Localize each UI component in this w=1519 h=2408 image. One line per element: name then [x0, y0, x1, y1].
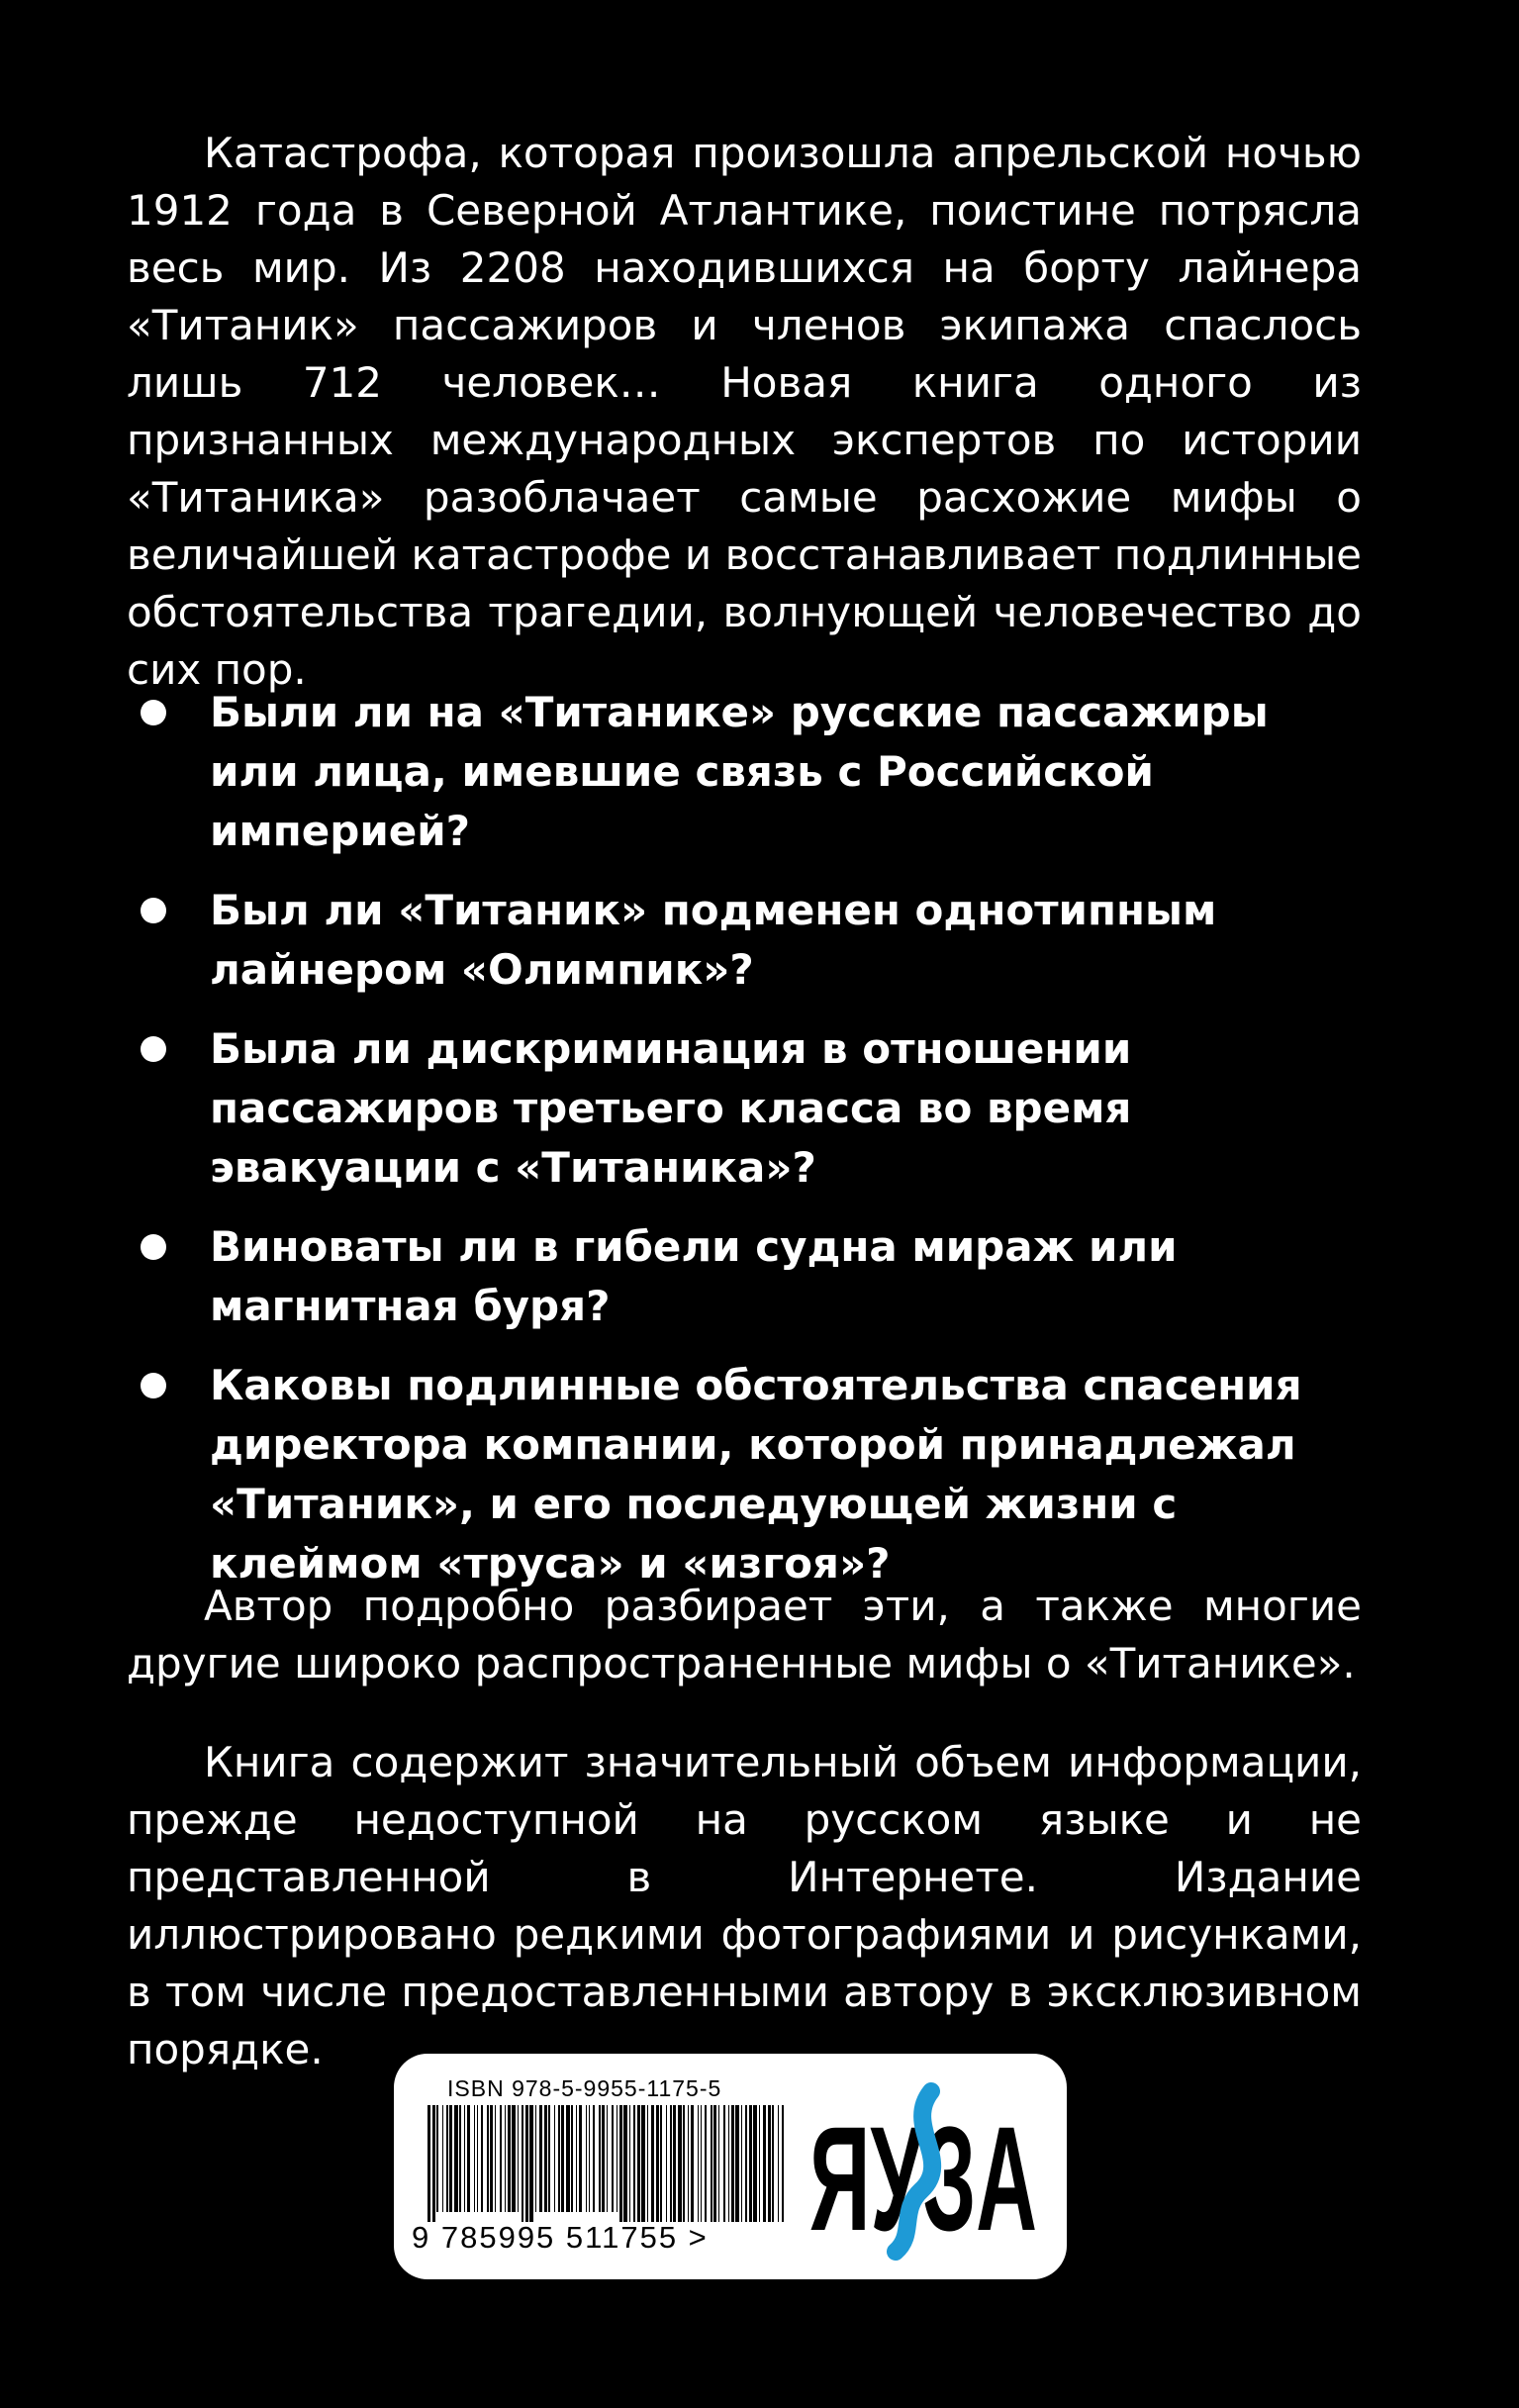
- barcode-bar: [529, 2105, 533, 2222]
- barcode-bar: [481, 2105, 483, 2212]
- isbn-label: ISBN 978-5-9955-1175-5: [447, 2075, 722, 2101]
- barcode-panel: [394, 2054, 1067, 2279]
- barcode-bar: [525, 2105, 528, 2222]
- barcode-digits: 9 785995 511755 >: [412, 2220, 709, 2255]
- question-list: [127, 683, 1362, 1613]
- barcode-bar: [449, 2105, 452, 2212]
- barcode-bar: [522, 2105, 523, 2222]
- barcode-bar: [763, 2105, 766, 2222]
- barcode-bar: [508, 2105, 511, 2212]
- barcode-bar: [554, 2105, 555, 2212]
- barcode-bars: [424, 2105, 790, 2224]
- barcode-bar: [728, 2105, 729, 2222]
- barcode-bar: [731, 2105, 734, 2222]
- barcode-bar: [629, 2105, 630, 2222]
- bullet-icon: [141, 700, 166, 725]
- barcode-bar: [673, 2105, 676, 2222]
- barcode-bar: [427, 2105, 430, 2222]
- barcode-bar: [602, 2105, 605, 2212]
- barcode-bar: [759, 2105, 760, 2222]
- barcode-bar: [768, 2105, 771, 2222]
- barcode-bar: [436, 2105, 438, 2212]
- barcode-bar: [670, 2105, 672, 2222]
- bullet-icon: [141, 1373, 166, 1398]
- barcode-bar: [778, 2105, 779, 2222]
- barcode-bar: [735, 2105, 739, 2222]
- barcode-bar: [593, 2105, 595, 2212]
- barcode-bar: [619, 2105, 622, 2222]
- barcode-bar: [518, 2105, 519, 2212]
- question-text: Были ли на «Титанике» русские пассажиры или лица, имевшие связь с Российской империей?: [210, 688, 1269, 855]
- barcode-bar: [647, 2105, 648, 2222]
- barcode-bar: [666, 2105, 667, 2222]
- barcode-bar: [586, 2105, 587, 2212]
- book-paragraph: Книга содержит значительный объем информации, прежде недоступной на русском языке и не представленной в Интернете. Издание иллюстрировано редкими фотографиями и рисунками, в том числе предоставленными автору в эксклюзивном порядке.: [127, 1738, 1362, 2073]
- question-text: Был ли «Титаник» подменен однотипным лайнером «Олимпик»?: [210, 886, 1217, 994]
- barcode-bar: [432, 2105, 435, 2222]
- question-text: Каковы подлинные обстоятельства спасения директора компании, которой принадлежал «Титаник», и его последующей жизни с клеймом «труса» и «изгоя»?: [210, 1361, 1302, 1588]
- barcode-bar: [477, 2105, 478, 2212]
- barcode-bar: [539, 2105, 542, 2212]
- barcode-bar: [454, 2105, 458, 2212]
- barcode-bar: [651, 2105, 654, 2222]
- barcode-bar: [612, 2105, 614, 2212]
- barcode-bar: [459, 2105, 461, 2212]
- question-text: Была ли дискриминация в отношении пассажиров третьего класса во время эвакуации с «Титаника»?: [210, 1024, 1132, 1192]
- barcode-bar: [490, 2105, 493, 2212]
- question-item: [127, 1217, 1362, 1336]
- barcode-bar: [576, 2105, 577, 2212]
- barcode-bar: [579, 2105, 582, 2212]
- barcode-bar: [641, 2105, 645, 2222]
- publisher-logo: [805, 2081, 1042, 2262]
- intro-paragraph: Катастрофа, которая произошла апрельской ночью 1912 года в Северной Атлантике, поистине потрясла весь мир. Из 2208 находившихся на борту лайнера «Титаник» пассажиров и членов экипажа спаслось лишь 712 человек… Новая книга одного из признанных международных экспертов по истории «Титаника» разоблачает самые расхожие мифы о величайшей катастрофе и восстанавливает подлинные обстоятельства трагедии, волнующей человечество до сих пор.: [127, 129, 1362, 694]
- publisher-logo-text: ЯУЗА: [809, 2095, 1037, 2262]
- barcode-bar: [691, 2105, 694, 2222]
- barcode-bar: [558, 2105, 560, 2212]
- barcode-bar: [623, 2105, 627, 2222]
- question-item: [127, 1356, 1362, 1593]
- barcode-bar: [487, 2105, 489, 2212]
- barcode-bar: [633, 2105, 635, 2222]
- barcode-bar: [656, 2105, 659, 2222]
- question-item: [127, 881, 1362, 1000]
- barcode-bar: [571, 2105, 573, 2212]
- barcode-bar: [753, 2105, 757, 2222]
- barcode-bar: [566, 2105, 570, 2212]
- barcode-bar: [467, 2105, 470, 2212]
- barcode-bar: [745, 2105, 747, 2222]
- barcode-bar: [688, 2105, 689, 2222]
- barcode-bar: [505, 2105, 506, 2212]
- bullet-icon: [141, 898, 166, 923]
- barcode-bar: [705, 2105, 707, 2222]
- barcode-bar: [544, 2105, 547, 2212]
- barcode-bar: [718, 2105, 719, 2222]
- barcode-bar: [713, 2105, 716, 2222]
- barcode-bar: [749, 2105, 752, 2222]
- barcode-bar: [607, 2105, 608, 2212]
- bullet-icon: [141, 1036, 166, 1062]
- barcode-bar: [711, 2105, 712, 2222]
- barcode-bar: [678, 2105, 682, 2222]
- barcode-bar: [723, 2105, 725, 2222]
- question-text: Виноваты ли в гибели судна мираж или магнитная буря?: [210, 1222, 1178, 1330]
- barcode-bar: [782, 2105, 784, 2222]
- barcode-bar: [637, 2105, 640, 2222]
- barcode-bar: [548, 2105, 550, 2212]
- barcode-bar: [772, 2105, 774, 2222]
- barcode-bar: [442, 2105, 443, 2212]
- barcode-bar: [683, 2105, 685, 2222]
- barcode-bar: [446, 2105, 448, 2212]
- barcode-bar: [561, 2105, 564, 2212]
- barcode-bar: [512, 2105, 516, 2212]
- barcode-bar: [698, 2105, 699, 2222]
- barcode-bar: [535, 2105, 536, 2212]
- barcode-bar: [495, 2105, 496, 2212]
- barcode-bar: [660, 2105, 662, 2222]
- author-paragraph: Автор подробно разбирает эти, а также многие другие широко распространенные мифы о «Титанике».: [127, 1582, 1362, 1687]
- bullet-icon: [141, 1234, 166, 1260]
- question-item: [127, 683, 1362, 861]
- barcode-bar: [500, 2105, 502, 2212]
- barcode-bar: [741, 2105, 742, 2222]
- barcode-bar: [474, 2105, 475, 2212]
- barcode-bar: [589, 2105, 590, 2212]
- question-item: [127, 1019, 1362, 1198]
- barcode-bar: [701, 2105, 702, 2222]
- barcode-bar: [599, 2105, 601, 2212]
- barcode-bar: [464, 2105, 465, 2212]
